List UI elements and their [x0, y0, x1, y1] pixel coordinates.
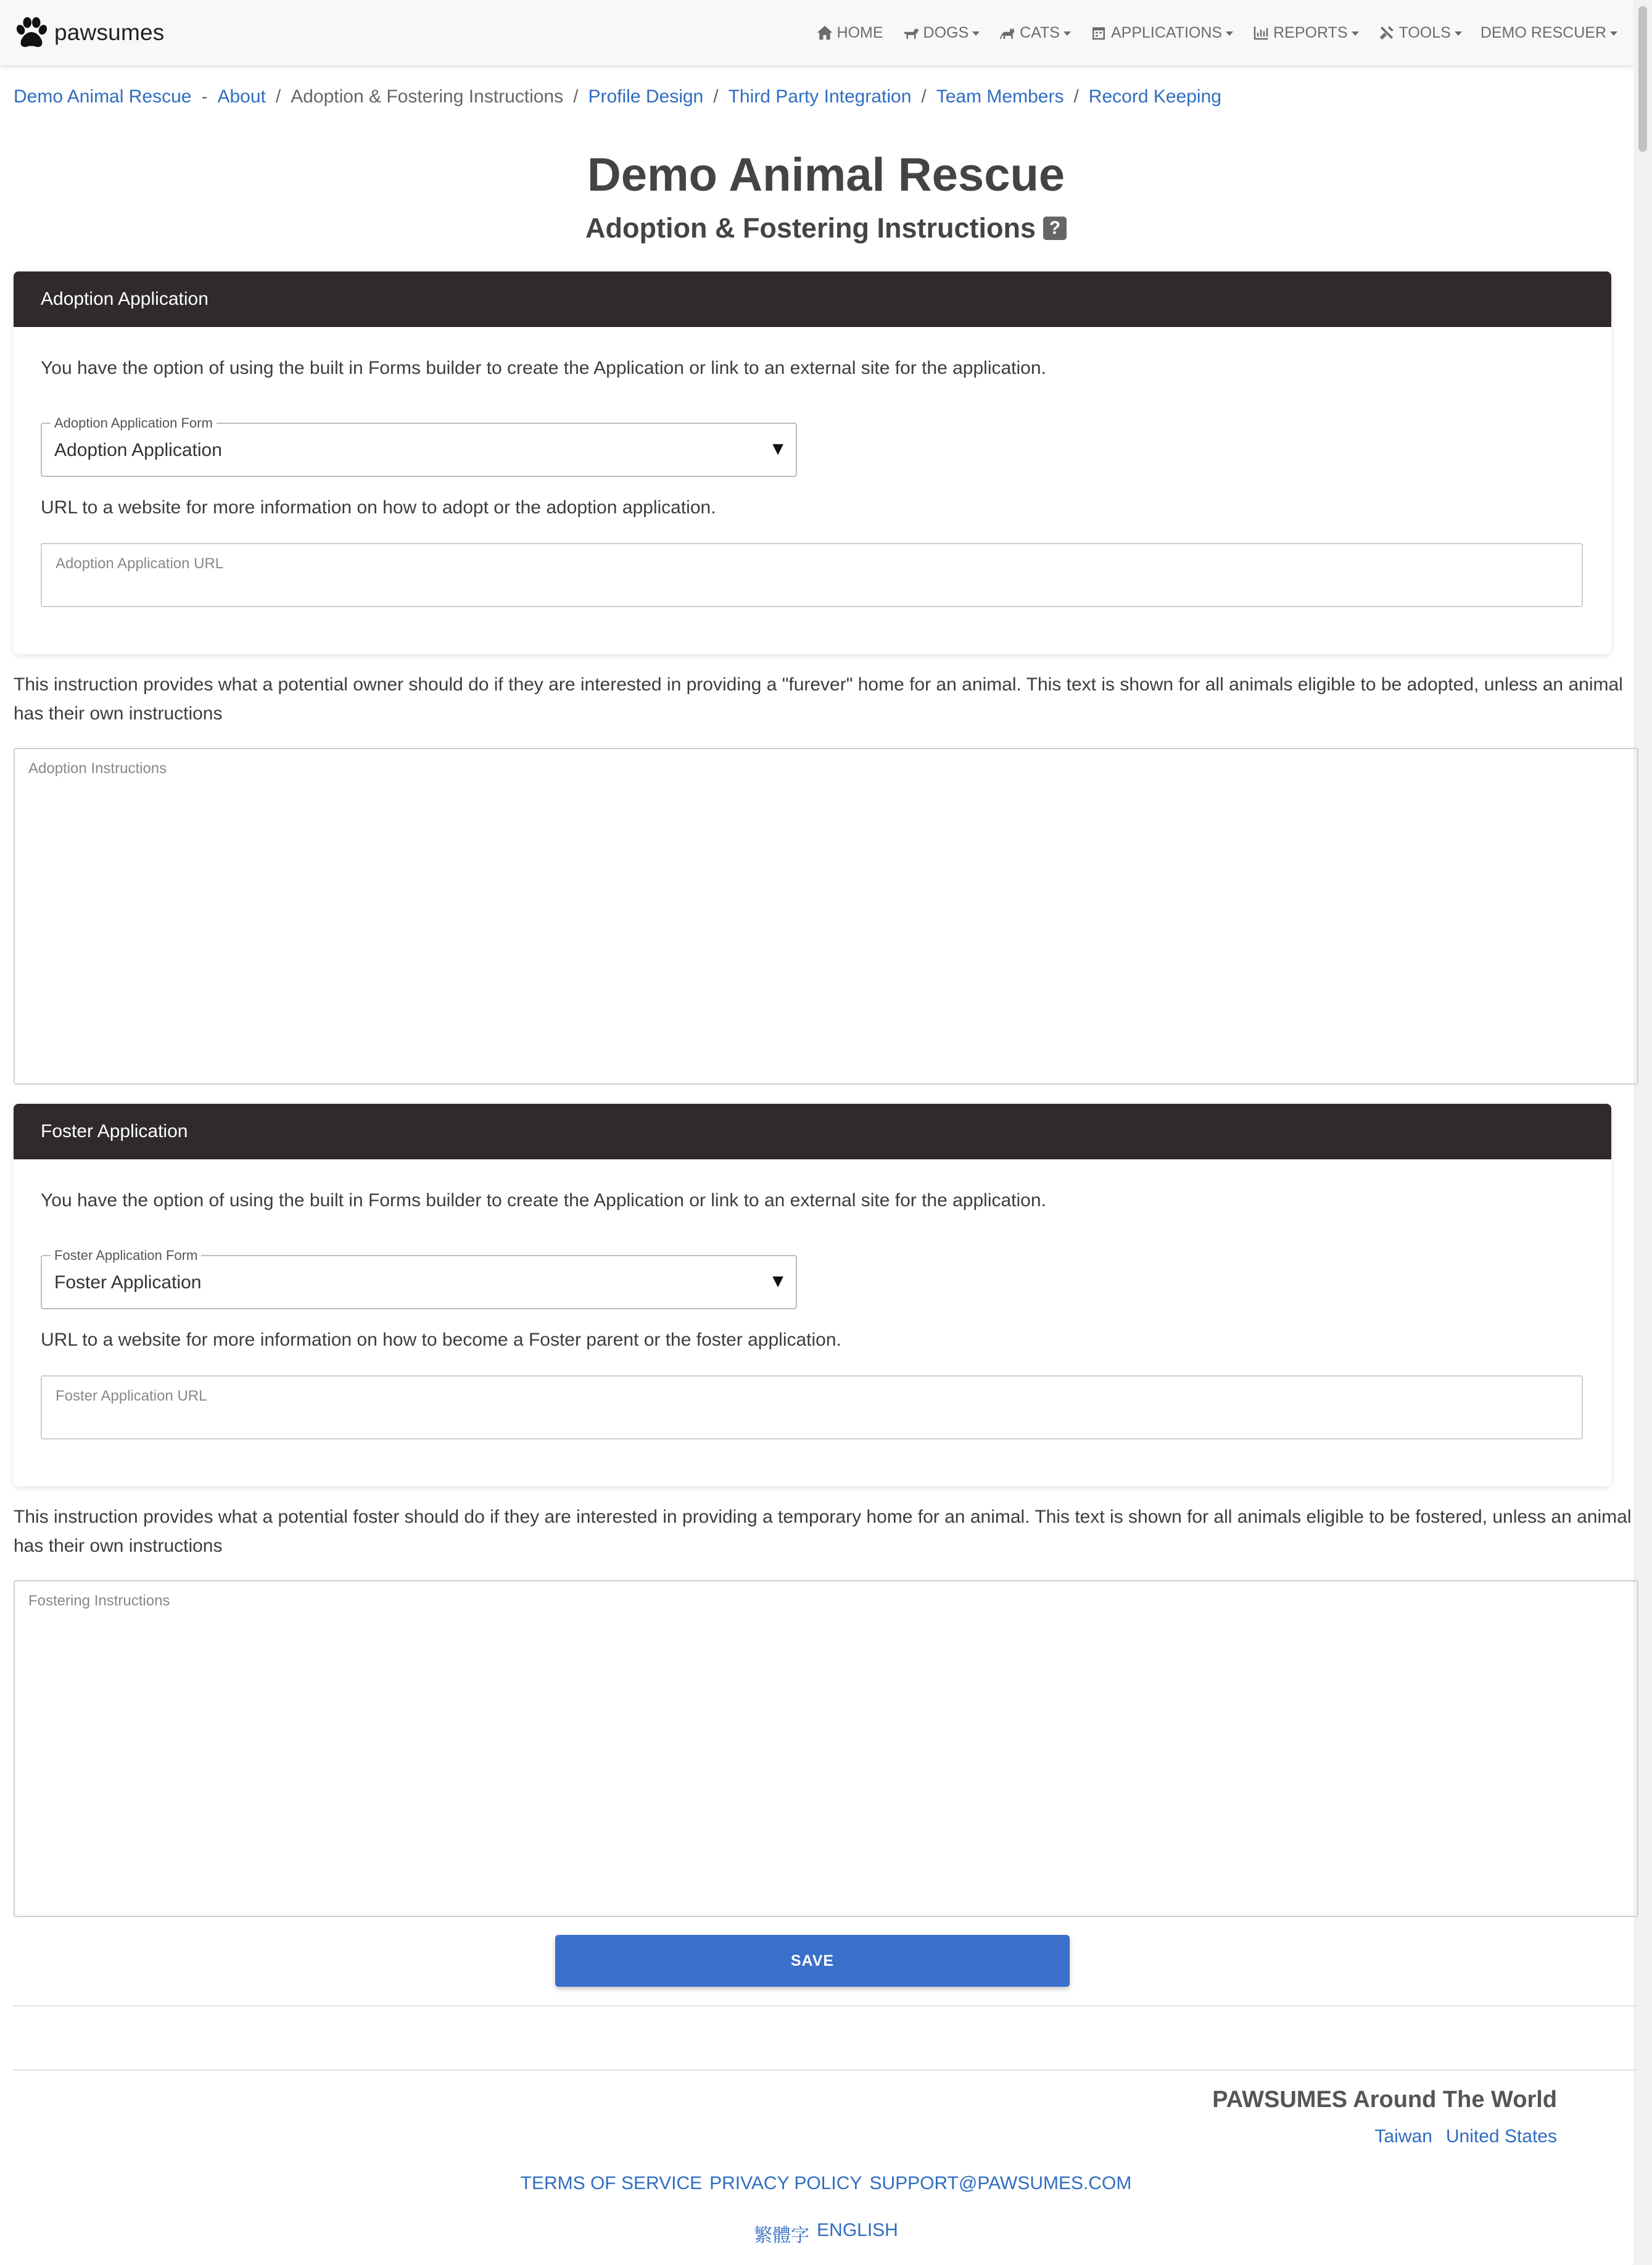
adoption-form-select-label: Adoption Application Form: [51, 415, 217, 431]
chevron-down-icon: [1610, 31, 1617, 36]
adoption-application-card: [14, 271, 1611, 654]
footer-united-states-link[interactable]: United States: [1445, 2126, 1557, 2147]
divider: [14, 2005, 1638, 2006]
dropdown-arrow-icon: ▼: [769, 1271, 787, 1291]
nav-menu: [797, 23, 1617, 42]
adoption-url-placeholder: Adoption Application URL: [56, 555, 224, 572]
adoption-form-select-value: Adoption Application: [54, 440, 222, 460]
nav-home-label: HOME: [836, 23, 883, 41]
footer-terms-link[interactable]: TERMS OF SERVICE: [520, 2173, 703, 2193]
footer-world-links: [1361, 2126, 1558, 2147]
fostering-instructions-textarea[interactable]: [14, 1580, 1638, 1917]
brand-logo-link[interactable]: [12, 14, 164, 52]
foster-url-input[interactable]: [41, 1375, 1583, 1439]
language-english-link[interactable]: ENGLISH: [817, 2220, 898, 2240]
footer-world-title: PAWSUMES Around The World: [1212, 2087, 1557, 2113]
nav-applications-dropdown[interactable]: [1089, 23, 1233, 42]
foster-card-header: Foster Application: [14, 1104, 1611, 1159]
language-traditional-chinese-link[interactable]: 繁體字: [754, 2226, 810, 2246]
dropdown-arrow-icon: ▼: [769, 439, 787, 459]
footer-language-links: [0, 2220, 1652, 2247]
chevron-down-icon: [1226, 31, 1233, 36]
adoption-url-text: URL to a website for more information on how to adopt or the adoption application.: [41, 497, 716, 518]
adoption-form-select[interactable]: [41, 415, 797, 477]
breadcrumb-separator: /: [713, 86, 719, 107]
foster-form-select[interactable]: [41, 1248, 797, 1309]
breadcrumb-separator: /: [573, 86, 579, 107]
breadcrumb-current: Adoption & Fostering Instructions: [291, 86, 564, 107]
nav-cats-dropdown[interactable]: [998, 23, 1071, 42]
chart-icon: [1252, 23, 1270, 42]
fostering-instructions-placeholder: Fostering Instructions: [28, 1592, 170, 1609]
footer-taiwan-link[interactable]: Taiwan: [1374, 2126, 1432, 2147]
breadcrumb-separator: /: [1073, 86, 1079, 107]
brand-name: pawsumes: [54, 20, 165, 45]
fostering-instructions-description: This instruction provides what a potential foster should do if they are interested in providing a temporary home for an animal. This text is shown for all animals eligible to be fostered, unless an animal has their own instructions: [14, 1507, 1632, 1556]
page-title: Demo Animal Rescue: [587, 149, 1065, 201]
nav-user-dropdown[interactable]: [1481, 24, 1617, 42]
adoption-instructions-textarea[interactable]: [14, 748, 1638, 1085]
chevron-down-icon: [1352, 31, 1359, 36]
footer-privacy-link[interactable]: PRIVACY POLICY: [709, 2173, 862, 2193]
foster-form-select-value: Foster Application: [54, 1272, 202, 1293]
breadcrumb-profile-design-link[interactable]: Profile Design: [588, 86, 704, 107]
cat-icon: [998, 23, 1017, 42]
nav-user-label: DEMO RESCUER: [1480, 23, 1606, 41]
calendar-icon: [1089, 23, 1108, 42]
nav-dogs-label: DOGS: [923, 23, 969, 41]
page-subtitle: Adoption & Fostering Instructions: [585, 212, 1036, 244]
breadcrumb-third-party-link[interactable]: Third Party Integration: [728, 86, 912, 107]
adoption-instructions-description: This instruction provides what a potential owner should do if they are interested in providing a "furever" home for an animal. This text is shown for all animals eligible to be adopted, unless an animal has their own instructions: [14, 674, 1623, 724]
top-navbar: [0, 0, 1633, 65]
breadcrumb-separator: -: [201, 86, 208, 107]
breadcrumb-separator: /: [921, 86, 927, 107]
page-subtitle-row: [0, 207, 1652, 249]
nav-applications-label: APPLICATIONS: [1110, 23, 1223, 41]
home-icon: [816, 23, 834, 42]
foster-form-select-label: Foster Application Form: [51, 1248, 201, 1264]
foster-intro-text: You have the option of using the built in Forms builder to create the Application or link to an external site for the application.: [41, 1190, 1046, 1211]
chevron-down-icon: [1063, 31, 1071, 36]
footer-support-email-link[interactable]: SUPPORT@PAWSUMES.COM: [869, 2173, 1132, 2193]
breadcrumb-record-keeping-link[interactable]: Record Keeping: [1088, 86, 1221, 107]
foster-url-text: URL to a website for more information on how to become a Foster parent or the foster application.: [41, 1330, 841, 1350]
dog-icon: [902, 23, 920, 42]
nav-tools-label: TOOLS: [1398, 23, 1451, 41]
chevron-down-icon: [972, 31, 980, 36]
breadcrumb-about-link[interactable]: About: [217, 86, 266, 107]
nav-reports-label: REPORTS: [1273, 23, 1348, 41]
adoption-instructions-placeholder: Adoption Instructions: [28, 760, 167, 777]
nav-reports-dropdown[interactable]: [1252, 23, 1358, 42]
nav-tools-dropdown[interactable]: [1377, 23, 1462, 42]
foster-url-placeholder: Foster Application URL: [56, 1388, 207, 1404]
help-icon[interactable]: ?: [1043, 217, 1067, 240]
nav-cats-label: CATS: [1020, 23, 1060, 41]
paw-icon: [12, 14, 51, 52]
page-scrollbar[interactable]: [1633, 0, 1652, 2265]
adoption-card-header: Adoption Application: [14, 271, 1611, 327]
chevron-down-icon: [1455, 31, 1462, 36]
adoption-url-input[interactable]: [41, 543, 1583, 607]
adoption-intro-text: You have the option of using the built in Forms builder to create the Application or link to an external site for the application.: [41, 358, 1046, 378]
breadcrumb: [14, 86, 1221, 107]
breadcrumb-root-link[interactable]: Demo Animal Rescue: [14, 86, 192, 107]
nav-home[interactable]: [816, 23, 883, 42]
nav-dogs-dropdown[interactable]: [902, 23, 980, 42]
breadcrumb-separator: /: [275, 86, 281, 107]
tools-icon: [1377, 23, 1396, 42]
save-button[interactable]: SAVE: [555, 1935, 1070, 1987]
divider: [14, 2069, 1638, 2071]
foster-application-card: [14, 1104, 1611, 1486]
footer-links: [0, 2173, 1652, 2194]
breadcrumb-team-members-link[interactable]: Team Members: [936, 86, 1064, 107]
scrollbar-thumb[interactable]: [1638, 6, 1647, 152]
